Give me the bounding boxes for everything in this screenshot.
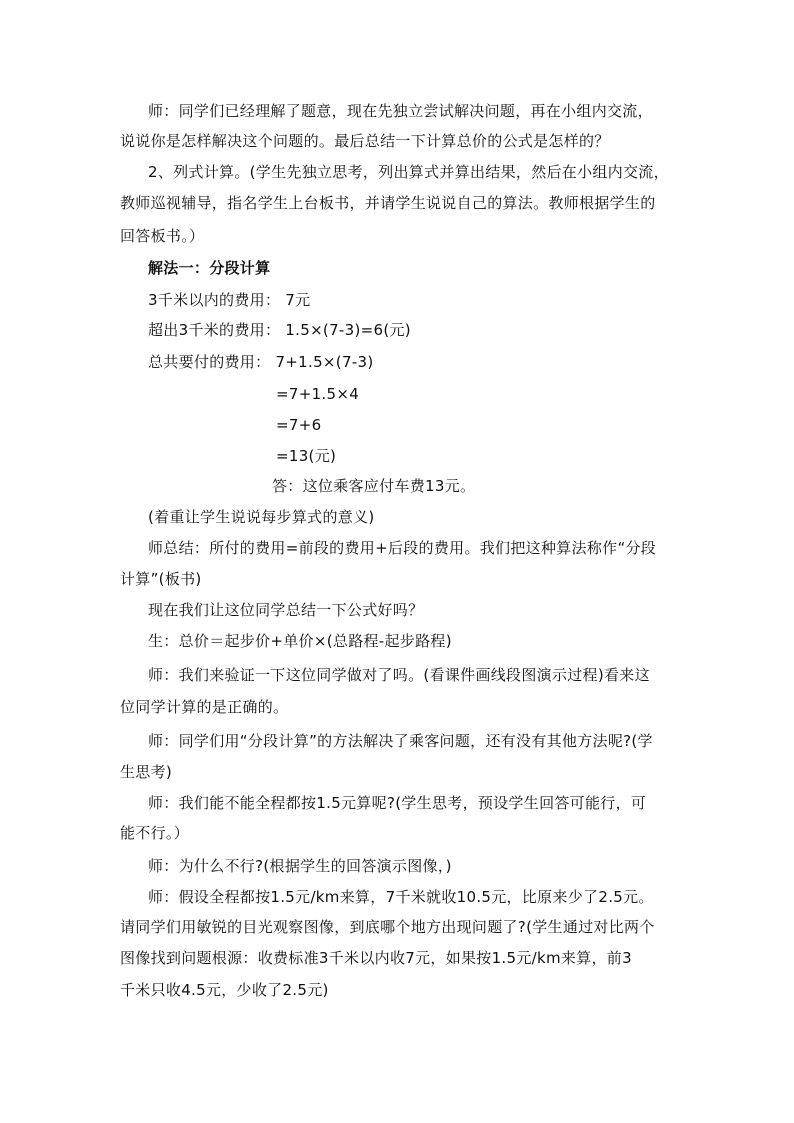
paragraph-line: 千米只收4.5元，少收了2.5元) xyxy=(120,981,329,999)
equation-line: 总共要付的费用： 7+1.5×(7-3) xyxy=(148,353,374,371)
paragraph-line: 师总结：所付的费用=前段的费用+后段的费用。我们把这种算法称作“分段 xyxy=(148,539,657,557)
paragraph-line: 师：同学们用“分段计算”的方法解决了乘客问题，还有没有其他方法呢?(学 xyxy=(148,732,653,750)
equation-step: =13(元) xyxy=(276,447,337,465)
paragraph-line: 师：我们能不能全程都按1.5元算呢?(学生思考，预设学生回答可能行，可 xyxy=(148,794,647,812)
paragraph-line: 图像找到问题根源：收费标准3千米以内收7元，如果按1.5元/km来算，前3 xyxy=(120,949,632,967)
equation-line: 3千米以内的费用： 7元 xyxy=(148,291,311,309)
paragraph-line: 师：为什么不行?(根据学生的回答演示图像，) xyxy=(148,857,452,875)
paragraph-line: 位同学计算的是正确的。 xyxy=(120,698,289,716)
answer-line: 答：这位乘客应付车费13元。 xyxy=(272,477,476,495)
paragraph-line: 计算”(板书) xyxy=(120,570,202,588)
paragraph-line: 师：假设全程都按1.5元/km来算，7千米就收10.5元，比原来少了2.5元。 xyxy=(148,888,654,906)
paragraph-line: 能不行。） xyxy=(120,824,190,842)
equation-step: =7+6 xyxy=(276,416,322,434)
paragraph-line: 师：我们来验证一下这位同学做对了吗。(看课件画线段图演示过程)看来这 xyxy=(148,666,650,684)
paragraph-line: (着重让学生说说每步算式的意义) xyxy=(148,508,375,526)
equation-line: 超出3千米的费用： 1.5×(7-3)=6(元) xyxy=(148,321,411,339)
section-heading: 解法一：分段计算 xyxy=(148,259,271,277)
equation-step: =7+1.5×4 xyxy=(276,385,360,403)
paragraph-line: 师：同学们已经理解了题意，现在先独立尝试解决问题，再在小组内交流， xyxy=(148,102,653,120)
paragraph-line: 请同学们用敏锐的目光观察图像，到底哪个地方出现问题了?(学生通过对比两个 xyxy=(120,918,655,936)
formula-line: 生：总价＝起步价+单价×(总路程-起步路程) xyxy=(148,632,452,650)
paragraph-line: 回答板书。） xyxy=(120,227,205,245)
paragraph-line: 生思考) xyxy=(120,763,173,781)
paragraph-line: 说说你是怎样解决这个问题的。最后总结一下计算总价的公式是怎样的？ xyxy=(120,132,610,150)
paragraph-line: 2、列式计算。(学生先独立思考，列出算式并算出结果，然后在小组内交流， xyxy=(148,163,669,181)
paragraph-line: 现在我们让这位同学总结一下公式好吗？ xyxy=(148,601,424,619)
paragraph-line: 教师巡视辅导，指名学生上台板书，并请学生说说自己的算法。教师根据学生的 xyxy=(120,194,656,212)
